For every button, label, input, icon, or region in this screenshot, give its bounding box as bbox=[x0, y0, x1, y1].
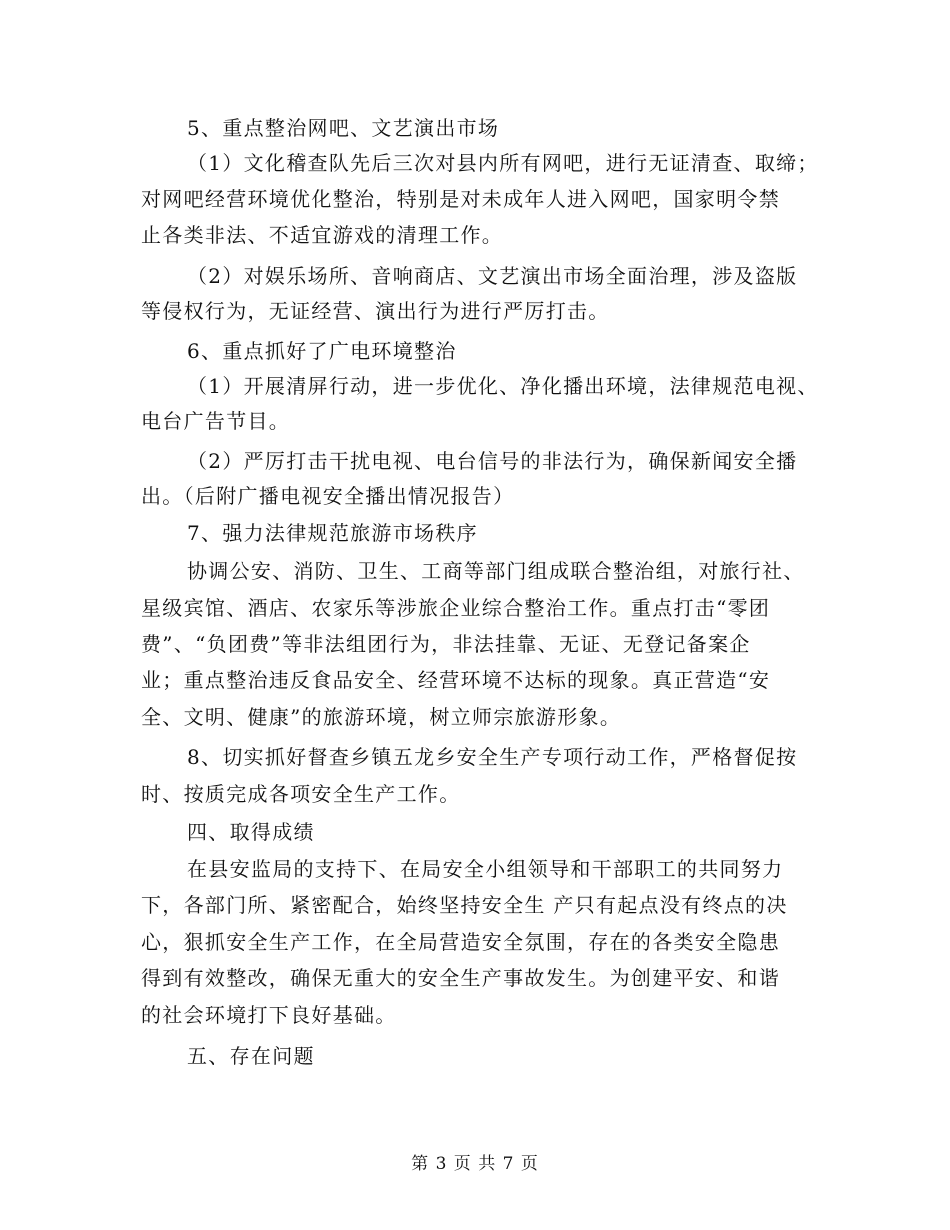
page-number-footer: 第 3 页 共 7 页 bbox=[411, 1154, 539, 1174]
paragraph-line: 星级宾馆、酒店、农家乐等涉旅企业综合整治工作。重点打击“零团 bbox=[141, 596, 771, 620]
paragraph-line: 电台广告节目。 bbox=[141, 409, 291, 433]
heading-item-6: 6、重点抓好了广电环境整治 bbox=[187, 339, 457, 363]
paragraph-line: 下，各部门所、紧密配合，始终坚持安全生 产只有起点没有终点的决 bbox=[141, 893, 788, 917]
paragraph-line: 得到有效整改，确保无重大的安全生产事故发生。为创建平安、和谐 bbox=[141, 966, 780, 990]
paragraph-line: 时、按质完成各项安全生产工作。 bbox=[141, 782, 461, 806]
heading-item-7: 7、强力法律规范旅游市场秩序 bbox=[187, 521, 478, 545]
paragraph-line: 协调公安、消防、卫生、工商等部门组成联合整治组，对旅行社、 bbox=[187, 559, 805, 583]
paragraph-line: （2）对娱乐场所、音响商店、文艺演出市场全面治理，涉及盗版 bbox=[187, 264, 798, 288]
paragraph-line: 心，狠抓安全生产工作，在全局营造安全氛围，存在的各类安全隐患 bbox=[141, 930, 780, 954]
paragraph-line: 等侵权行为，无证经营、演出行为进行严厉打击。 bbox=[141, 299, 610, 323]
section-heading-achievements: 四、取得成绩 bbox=[187, 820, 315, 844]
paragraph-line: 全、文明、健康”的旅游环境，树立师宗旅游形象。 bbox=[141, 705, 622, 729]
paragraph-line: （1）文化稽查队先后三次对县内所有网吧，进行无证清查、取缔； bbox=[187, 151, 819, 175]
paragraph-line: 业；重点整治违反食品安全、经营环境不达标的现象。真正营造“安 bbox=[141, 668, 771, 692]
paragraph-line: 出。（后附广播电视安全播出情况报告） bbox=[141, 484, 515, 508]
heading-item-8: 8、切实抓好督查乡镇五龙乡安全生产专项行动工作，严格督促按 bbox=[187, 745, 798, 769]
section-heading-problems: 五、存在问题 bbox=[187, 1044, 315, 1068]
paragraph-line: 在县安监局的支持下、在局安全小组领导和干部职工的共同努力 bbox=[187, 857, 784, 881]
paragraph-line: 的社会环境打下良好基础。 bbox=[141, 1003, 397, 1027]
paragraph-line: （1）开展清屏行动，进一步优化、净化播出环境，法律规范电视、 bbox=[187, 374, 819, 398]
paragraph-line: 费”、“负团费”等非法组团行为，非法挂靠、无证、无登记备案企 bbox=[141, 632, 751, 656]
heading-item-5: 5、重点整治网吧、文艺演出市场 bbox=[187, 116, 500, 140]
paragraph-line: （2）严厉打击干扰电视、电台信号的非法行为，确保新闻安全播 bbox=[187, 449, 798, 473]
paragraph-line: 止各类非法、不适宜游戏的清理工作。 bbox=[141, 223, 504, 247]
paragraph-line: 对网吧经营环境优化整治，特别是对未成年人进入网吧，国家明令禁 bbox=[141, 187, 780, 211]
